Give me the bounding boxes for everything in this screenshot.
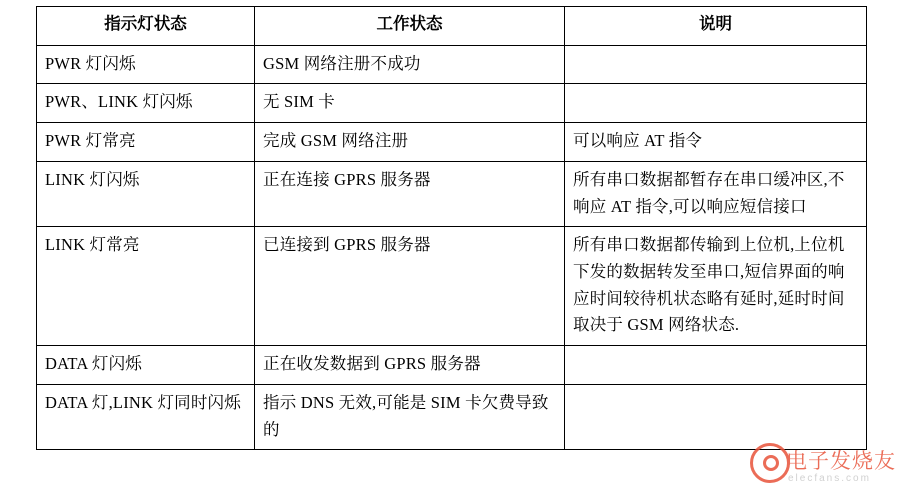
table-row	[37, 123, 867, 162]
cell-led-status: LINK 灯常亮	[37, 227, 255, 346]
cell-description	[565, 84, 867, 123]
cell-led-status: DATA 灯闪烁	[37, 346, 255, 385]
table-header-row	[37, 7, 867, 46]
cell-work-status: 正在连接 GPRS 服务器	[255, 161, 565, 226]
watermark-name: 电子发烧友	[786, 450, 896, 473]
cell-description: 所有串口数据都暂存在串口缓冲区,不响应 AT 指令,可以响应短信接口	[565, 161, 867, 226]
watermark-domain: elecfans.com	[788, 473, 871, 484]
cell-description	[565, 346, 867, 385]
column-header-work-status: 工作状态	[255, 7, 565, 46]
cell-description	[565, 45, 867, 84]
cell-work-status: 指示 DNS 无效,可能是 SIM 卡欠费导致的	[255, 384, 565, 449]
table-row	[37, 84, 867, 123]
cell-work-status: 完成 GSM 网络注册	[255, 123, 565, 162]
cell-work-status: GSM 网络注册不成功	[255, 45, 565, 84]
column-header-led-status: 指示灯状态	[37, 7, 255, 46]
table-row	[37, 45, 867, 84]
column-header-description: 说明	[565, 7, 867, 46]
table-row	[37, 346, 867, 385]
cell-led-status: LINK 灯闪烁	[37, 161, 255, 226]
cell-work-status: 正在收发数据到 GPRS 服务器	[255, 346, 565, 385]
cell-led-status: DATA 灯,LINK 灯同时闪烁	[37, 384, 255, 449]
led-status-table	[36, 6, 867, 450]
cell-description: 所有串口数据都传输到上位机,上位机下发的数据转发至串口,短信界面的响应时间较待机状态略有延时,延时时间取决于 GSM 网络状态.	[565, 227, 867, 346]
document-page	[0, 6, 904, 501]
table-row	[37, 384, 867, 449]
table-row	[37, 161, 867, 226]
cell-description: 可以响应 AT 指令	[565, 123, 867, 162]
cell-led-status: PWR、LINK 灯闪烁	[37, 84, 255, 123]
table-row	[37, 227, 867, 346]
cell-led-status: PWR 灯闪烁	[37, 45, 255, 84]
cell-description	[565, 384, 867, 449]
cell-work-status: 已连接到 GPRS 服务器	[255, 227, 565, 346]
cell-work-status: 无 SIM 卡	[255, 84, 565, 123]
cell-led-status: PWR 灯常亮	[37, 123, 255, 162]
